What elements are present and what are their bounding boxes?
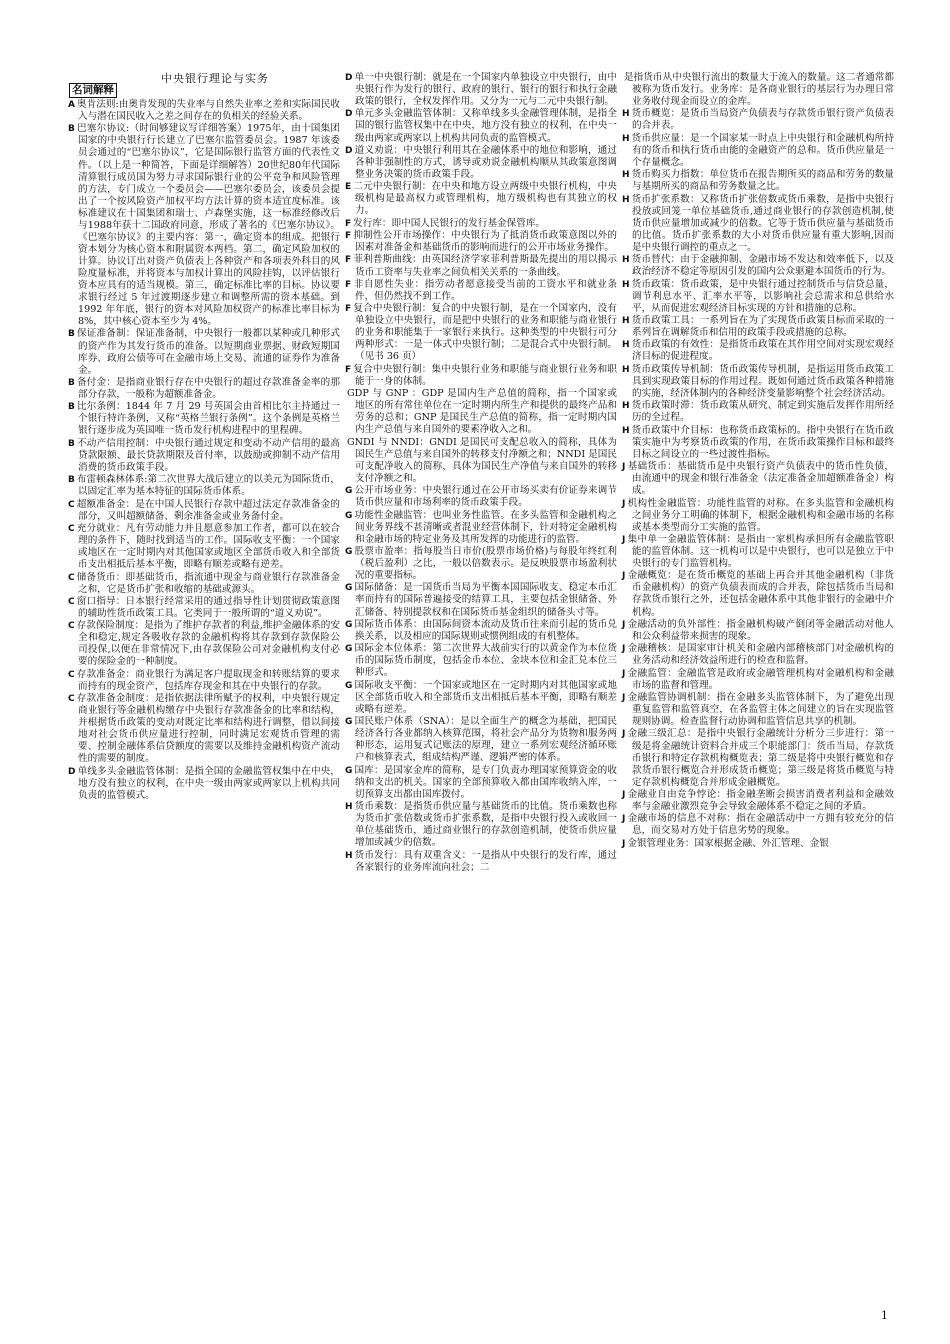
glossary-entry bbox=[68, 693, 340, 765]
entry-letter: B bbox=[68, 475, 75, 486]
glossary-entry bbox=[345, 619, 617, 643]
glossary-entry bbox=[345, 510, 617, 546]
entry-letter: J bbox=[622, 693, 626, 704]
glossary-entry bbox=[345, 485, 617, 509]
entry-letter: J bbox=[622, 790, 626, 800]
entry-letter: J bbox=[622, 571, 626, 582]
entry-letter: A bbox=[68, 100, 75, 110]
entry-letter: C bbox=[68, 669, 75, 680]
entry-text: 公开市场业务：中央银行通过在公开市场买卖有价证券来调节货币供应量和市场利率的货币政策手段。 bbox=[354, 485, 617, 509]
entry-letter: B bbox=[68, 402, 75, 413]
glossary-entry bbox=[68, 474, 340, 498]
entry-letter: G bbox=[345, 765, 353, 776]
entry-letter: H bbox=[622, 316, 630, 327]
entry-letter: H bbox=[622, 109, 630, 120]
glossary-entry bbox=[622, 692, 894, 728]
glossary-entry bbox=[68, 572, 340, 596]
entry-letter: G bbox=[345, 680, 353, 691]
entry-text: 机构性金融监管：功能性监管的对称。在多头监管和金融机构之间业务分工明确的体制下，根据金融机构和金融市场的名称或基本类型而分工实施的监管。 bbox=[627, 497, 894, 533]
glossary-entry bbox=[622, 789, 894, 813]
glossary-entry bbox=[345, 643, 617, 679]
glossary-entry bbox=[345, 582, 617, 618]
entry-letter: D bbox=[68, 766, 76, 777]
entry-text: 货币政策时滞：货币政策从研究、制定到实施后发挥作用所经历的全过程。 bbox=[631, 400, 894, 424]
glossary-entry bbox=[622, 643, 894, 667]
glossary-entry bbox=[622, 813, 894, 837]
glossary-entry bbox=[345, 230, 617, 254]
entry-text: 国际储备：是一国货币当局为平衡本国国际收支、稳定本币汇率而持有的国际普遍接受的结算工具，主要包括金银储备、外汇储备、特别提款权和在国际货币基金组织的储备头寸等。 bbox=[354, 582, 617, 618]
entry-letter: G bbox=[345, 546, 353, 557]
glossary-entry bbox=[622, 133, 894, 169]
glossary-entry bbox=[345, 279, 617, 303]
entry-text: 二元中央银行制：在中央和地方设立两级中央银行机构，中央级机构是最高权力或管理机构，地方级机构也有其独立的权力。 bbox=[353, 181, 617, 217]
entry-letter: C bbox=[68, 572, 75, 583]
entry-text: GNDI 与 NNDI：GNDI 是国民可支配总收入的简称，具体为国民生产总值与来自国外的转移支付净额之和；NNDI 是国民可支配净收入的简称，具体为国民生产净值与来自国外的转移支付净额之和。 bbox=[347, 436, 617, 484]
entry-letter: F bbox=[345, 231, 352, 242]
glossary-entry bbox=[622, 619, 894, 643]
entry-letter: H bbox=[622, 194, 630, 205]
entry-text: 货币政策的有效性：是指货币政策在其作用空间对实现宏观经济目标的促进程度。 bbox=[631, 339, 894, 363]
entry-text: 道义劝说：中央银行利用其在金融体系中的地位和影响，通过各种非强制性的方式，诱导或劝说金融机构顺从其政策意图调整业务决策的货币政策手段。 bbox=[354, 144, 617, 180]
entry-text: 储备货币：即基础货币，指流通中现金与商业银行存款准备金之和，它是货币扩张和收缩的基础或源头。 bbox=[76, 571, 340, 595]
glossary-entry bbox=[68, 401, 340, 437]
entry-letter: H bbox=[622, 133, 630, 144]
glossary-entry bbox=[345, 364, 617, 388]
entry-letter: H bbox=[622, 340, 630, 351]
glossary-entry bbox=[345, 254, 617, 278]
entry-letter: B bbox=[68, 329, 75, 340]
glossary-entry bbox=[622, 498, 894, 534]
entry-letter: H bbox=[622, 425, 630, 436]
entry-text: 货币扩张系数：又称货币扩张倍数或货币乘数，是指中央银行投放或回笼一单位基础货币,通过商业银行的存款创造机制,使货币供应量增加或减少的倍数。它等于货币供应量与基础货币的比值。货币扩张系数的大小对货币供应量有重大影响,因而是中央银行调控的重点之一。 bbox=[631, 193, 894, 253]
glossary-entry bbox=[68, 438, 340, 474]
glossary-entry bbox=[622, 570, 894, 618]
entry-text: 单线多头金融监管体制：是指全国的金融监管权集中在中央，地方没有独立的权利，在中央一级由两家或两家以上机构共同负责的监管模式。 bbox=[77, 765, 340, 801]
glossary-entry bbox=[68, 499, 340, 523]
entry-text: 国际货币体系：由国际间资本流动及货币往来而引起的货币兑换关系，以及相应的国际规则或惯例组成的有机整体。 bbox=[354, 618, 617, 642]
entry-text: 功能性金融监管：也叫业务性监管。在多头监管和金融机构之间业务界线不甚清晰或者混业经营体制下，针对特定金融机构和金融市场的特定业务及其所发挥的功能进行的监管。 bbox=[354, 509, 617, 545]
glossary-entry bbox=[622, 72, 894, 108]
entry-letter: H bbox=[345, 802, 353, 813]
entry-letter: B bbox=[68, 438, 75, 449]
entry-text: GDP 与 GNP ：GDP 是国内生产总值的简称，指一个国家或地区的所有常住单位在一定时期内所生产和提供的最终产品和劳务的总和；GNP 是国民生产总值的简称，指一定时期内国内生产总值与来自国外的要素净收入之和。 bbox=[347, 388, 617, 436]
entry-letter: J bbox=[622, 644, 626, 655]
glossary-entry bbox=[622, 339, 894, 363]
glossary-entry bbox=[345, 181, 617, 217]
entry-letter: H bbox=[622, 364, 630, 375]
glossary-entry bbox=[345, 72, 617, 108]
entry-text: 存款准备金：商业银行为满足客户提取现金和转账结算的要求而持有的现金资产，包括库存现金和其在中央银行的存款。 bbox=[76, 668, 340, 692]
entry-text: 保证准备制：保证准备制，中央银行一般都以某种或几种形式的资产作为其发行货币的准备。以短期商业票据、财政短期国库券、政府公债等可在金融市场上交易、流通的证券作为准备金。 bbox=[76, 328, 340, 376]
glossary-entry bbox=[345, 801, 617, 849]
text-column-2 bbox=[345, 72, 617, 874]
entry-letter: J bbox=[622, 838, 626, 849]
entry-text: 货币替代：由于金融抑制、金融市场不发达和效率低下，以及政治经济不稳定等原因引发的国内公众驱避本国货币的行为。 bbox=[631, 254, 894, 278]
entry-letter: F bbox=[345, 279, 352, 290]
glossary-entry bbox=[622, 461, 894, 497]
glossary-entry bbox=[622, 315, 894, 339]
entry-letter: C bbox=[68, 596, 75, 607]
glossary-entry bbox=[622, 668, 894, 692]
entry-letter: E bbox=[345, 182, 352, 193]
glossary-entry bbox=[345, 765, 617, 801]
entry-text: 充分就业：凡有劳动能力并且愿意参加工作者，都可以在较合理的条件下，随时找到适当的工作。国际收支平衡：一个国家或地区在一定时期内对其他国家或地区全部货币收入和全部货币支出相抵后基本平衡，即略有顺差或略有逆差。 bbox=[76, 523, 340, 571]
entry-text: 存款准备金制度：是指依据法律所赋予的权利，中央银行规定商业银行等金融机构缴存中央银行存款准备金的比率和结构，并根据货币政策的变动对既定比率和结构进行调整，借以间接地对社会货币供应量进行控制，同时满足宏观货币管理的需要、控制金融体系信贷额度的需要以及维持金融机构资产流动性的需要的制度。 bbox=[76, 693, 340, 765]
entry-text: 集中单一金融监管体制：是指由一家机构承担所有金融监管职能的监管体制。这一机构可以是中央银行，也可以是独立于中央银行的专门监管机构。 bbox=[627, 533, 894, 570]
glossary-entry bbox=[622, 169, 894, 193]
entry-letter: F bbox=[345, 364, 352, 375]
entry-letter: D bbox=[345, 145, 353, 156]
entry-letter: C bbox=[68, 694, 75, 705]
entry-letter: J bbox=[622, 534, 626, 545]
glossary-entry bbox=[345, 145, 617, 181]
glossary-entry bbox=[345, 716, 617, 764]
entry-text: 货币政策中介目标：也称货币政策标的。指中央银行在货币政策实施中为考察货币政策的作用，在货币政策操作目标和最终目标之间设立的一些过渡性指标。 bbox=[631, 424, 894, 460]
entry-text: 单一中央银行制：就是在一个国家内单独设立中央银行，由中央银行作为发行的银行、政府的银行、银行的银行和执行金融政策的银行，全权发挥作用。又分为一元与二元中央银行制。 bbox=[354, 72, 617, 108]
entry-text: 货币政策工具：一系列旨在为了实现货币政策目标而采取的一系列旨在调解货币和信用的政策手段或措施的总称。 bbox=[631, 315, 894, 339]
entry-letter: G bbox=[345, 583, 353, 594]
entry-letter: C bbox=[68, 499, 75, 510]
entry-text: 存款保险制度：是指为了维护存款者的利益,维护金融体系的安全和稳定,规定各吸收存款的金融机构将其存款到存款保险公司投保,以便在非常情况下,由存款保险公司对金融机构支付必要的保险金的一种制度。 bbox=[76, 620, 340, 668]
entry-letter: J bbox=[622, 619, 626, 630]
glossary-entry bbox=[622, 254, 894, 278]
glossary-entry bbox=[622, 425, 894, 461]
entry-text: 国际收支平衡：一个国家或地区在一定时期内对其他国家或地区全部货币收入和全部货币支出相抵后基本平衡，即略有顺差或略有逆差。 bbox=[354, 679, 617, 715]
entry-letter: J bbox=[622, 462, 626, 473]
glossary-entry bbox=[622, 279, 894, 315]
entry-text: 非自愿性失业：指劳动者愿意接受当前的工资水平和就业条件，但仍然找不到工作。 bbox=[353, 278, 617, 302]
entry-letter: G bbox=[345, 486, 353, 497]
entry-text: 金融监管协调机制：指在金融多头监管体制下，为了避免出现重复监管和监管真空，在各监管主体之间建立的旨在实现监管规则协调。检查监督行动协调和监管信息共享的机制。 bbox=[627, 692, 894, 728]
entry-text: 货币概览：是货币当局资产负债表与存款货币银行资产负债表的合并表。 bbox=[631, 108, 894, 132]
entry-text: 抑制性公开市场操作：中央银行为了抵消货币政策意图以外的因素对准备金和基础货币的影响而进行的公开市场业务操作。 bbox=[353, 230, 617, 254]
glossary-entry bbox=[622, 400, 894, 424]
entry-letter: J bbox=[622, 814, 626, 825]
document-title: 中央银行理论与实务 bbox=[161, 72, 269, 85]
entry-letter: D bbox=[345, 73, 353, 83]
glossary-entry bbox=[68, 99, 340, 123]
text-column-3 bbox=[622, 72, 894, 850]
entry-text: 货币政策传导机制：货币政策传导机制，是指运用货币政策工具到实现政策目标的作用过程。既如何通过货币政策各种措施的实施，经济体制内的各种经济变量影响整个社会经济活动。 bbox=[631, 363, 894, 399]
entry-text: 超额准备金：是在中国人民银行存款中超过法定存款准备金的部分，又叫超额储备、剩余准备金或业务备付金。 bbox=[76, 498, 340, 522]
entry-text: 金融市场的信息不对称：指在金融活动中一方拥有较充分的信息，而交易对方处于信息劣势的现象。 bbox=[627, 813, 894, 837]
entry-text: 复合中央银行制：集中央银行业务和职能与商业银行业务和职能于一身的体制。 bbox=[353, 363, 617, 387]
entry-letter: H bbox=[345, 850, 353, 861]
glossary-entry bbox=[345, 388, 617, 436]
entry-text: 金银管理业务：国家根据金融、外汇管理、金银 bbox=[627, 837, 829, 849]
entry-text: 单元多头金融监管体制：又称单线多头金融管理体制，是指全国的银行监管权集中在中央，地方没有独立的权利，在中央一级由两家或两家以上机构共同负责的监管模式。 bbox=[354, 108, 617, 144]
entry-text: 国际金本位体系：第二次世界大战前实行的以黄金作为本位货币的国际货币制度，包括金币本位、金块本位和金汇兑本位三种形式。 bbox=[354, 643, 617, 679]
entry-letter: B bbox=[68, 377, 75, 388]
entry-text: 金融业自由竞争悖论：指金融垄断会损害消费者利益和金融效率与金融业激烈竞争会导致金融体系不稳定之间的矛盾。 bbox=[627, 789, 894, 813]
glossary-entry bbox=[68, 766, 340, 802]
entry-letter: G bbox=[345, 644, 353, 655]
entry-text: 金融监管：金融监管是政府或金融管理机构对金融机构和金融市场的监督和管理。 bbox=[627, 667, 894, 691]
glossary-entry bbox=[68, 123, 340, 328]
entry-letter: F bbox=[345, 255, 352, 266]
entry-letter: C bbox=[68, 524, 75, 535]
glossary-entry bbox=[68, 669, 340, 693]
glossary-entry bbox=[345, 437, 617, 485]
glossary-entry bbox=[345, 303, 617, 363]
entry-text: 货币乘数：是指货币供应量与基础货币的比值。货币乘数也称为货币扩张倍数或货币扩张系数，是指中央银行投入或收回一单位基础货币，通过商业银行的存款创造机制，使货币供应量增加或减少的倍数。 bbox=[354, 801, 617, 849]
glossary-entry bbox=[68, 328, 340, 376]
entry-letter: F bbox=[345, 304, 352, 315]
entry-text: 是指货币从中央银行流出的数量大于流入的数量。这二者通常都被称为货币发行。业务库：是各商业银行的基层行为办理日常业务收付现金而设立的金库。 bbox=[624, 72, 894, 108]
entry-letter: C bbox=[68, 621, 75, 632]
entry-text: 货币政策：货币政策，是中央银行通过控制货币与信贷总量，调节利息水平、汇率水平等，以影响社会总需求和总供给水平，从而促进宏观经济目标实现的方针和措施的总称。 bbox=[631, 278, 894, 314]
glossary-entry bbox=[345, 108, 617, 144]
entry-letter: G bbox=[345, 619, 353, 630]
entry-letter: H bbox=[622, 401, 630, 412]
entry-text: 布雷顿森林体系:第二次世界大战后建立的以美元为国际货币，以固定汇率为基本特征的国际货币体系。 bbox=[76, 474, 340, 498]
entry-letter: J bbox=[622, 668, 626, 679]
glossary-entry bbox=[622, 838, 894, 850]
entry-letter: B bbox=[68, 124, 75, 135]
entry-text: 国库：是国家金库的简称，是专门负责办理国家预算资金的收纳和支出的机关。国家的全部预算收入都由国库收纳入库，一切预算支出都由国库拨付。 bbox=[354, 764, 617, 800]
entry-text: 金融稽核：是国家审计机关和金融内部稽核部门对金融机构的业务活动和经济效益所进行的检查和监督。 bbox=[627, 643, 894, 667]
entry-text: 货币发行：具有双重含义：一是指从中央银行的发行库，通过各家银行的业务库流向社会；二 bbox=[354, 849, 617, 873]
entry-text: 金融三级汇总：是指中央银行金融统计分析分三步进行：第一级是将金融统计资料合并成三个职能部门：货币当局、存款货币银行和特定存款机构概览表；第二级是将中央银行概览和存款货币银行概览合并形成货币概览；第三级是将货币概览与特定存款机构概览合并形成金融概览。 bbox=[627, 728, 894, 788]
glossary-entry bbox=[622, 534, 894, 570]
entry-text: 金融活动的负外部性：指金融机构破产倒闭等金融活动对他人和公众利益带来损害的现象。 bbox=[627, 618, 894, 642]
entry-letter: D bbox=[345, 109, 353, 120]
entry-text: 货币购买力指数：单位货币在报告期所买的商品和劳务的数量与基期所买的商品和劳务数量之比。 bbox=[631, 169, 894, 193]
entry-text: 菲利普斯曲线：由英国经济学家菲利普斯最先提出的用以揭示货币工资率与失业率之间负相关关系的一条曲线。 bbox=[353, 254, 617, 278]
entry-letter: G bbox=[345, 717, 353, 728]
entry-letter: F bbox=[345, 218, 352, 229]
entry-text: 窗口指导：日本银行经常采用的通过指导性计划贯彻政策意图的辅助性货币政策工具。它类同于一般所谓的“道义劝说”。 bbox=[76, 595, 340, 619]
glossary-entry bbox=[622, 108, 894, 132]
entry-text: 金融概览：是在货币概览的基础上再合并其他金融机构（非货币金融机构）的资产负债表而成的合并表，除包括货币当局和存款货币银行之外，还包括金融体系中其他非银行的金融中介机构。 bbox=[627, 570, 894, 618]
entry-text: 股票市盈率：指每股当日市价(股票市场价格)与每股年终红利（税后盈利）之比，一般以倍数表示。是反映股票市场盈利状况的重要指标。 bbox=[354, 545, 617, 582]
entry-letter: H bbox=[622, 255, 630, 266]
text-column-1 bbox=[68, 99, 340, 802]
entry-text: 发行库：即中国人民银行的发行基金保管库。 bbox=[353, 217, 546, 229]
entry-text: 不动产信用控制：中央银行通过规定和变动不动产信用的最高贷款限额、最长贷款期限及首付率，以鼓励或抑制不动产信用消费的货币政策手段。 bbox=[76, 437, 340, 473]
glossary-entry bbox=[345, 546, 617, 582]
entry-text: 比尔条例：1844 年 7 月 29 号英国会由首相比尔主持通过一个银行特许条例，又称“英格兰银行条例”。这个条例是英格兰银行逐步成为英国唯一货币发行机构进程中的里程碑。 bbox=[76, 401, 340, 437]
entry-text: 复合中央银行制：复合的中央银行制，是在一个国家内，没有单独设立中央银行，而是把中央银行的业务和职能与商业银行的业务和职能集于一家银行来执行。这种类型的中央银行可分两种形式：一是一体式中央银行制；二是混合式中央银行制。（见书 36 页） bbox=[353, 303, 617, 363]
entry-text: 备付金：是指商业银行存在中央银行的超过存款准备金率的那部分存款，一般称为超额准备金。 bbox=[76, 376, 340, 401]
entry-letter: H bbox=[622, 279, 630, 290]
entry-text: 货币供应量：是一个国家某一时点上中央银行和金融机构所持有的货币和执行货币由能的金融资产的总和。货币供应量是一个存量概念。 bbox=[631, 132, 894, 168]
entry-text: 奥肯法则:由奥肯发现的失业率与自然失业率之差和实际国民收入与潜在国民收入之差之间存在的负相关的经验关系。 bbox=[76, 99, 340, 123]
entry-letter: J bbox=[622, 498, 626, 509]
entry-text: 国民账户体系（SNA）：是以全面生产的概念为基础，把国民经济各行各业都纳入核算范围，将社会产品分为货物和服务两种形态，运用复式记账法的原理，建立一系列宏观经济循环账户和核算表式，组成结构严谨、逻辑严密的体系。 bbox=[354, 716, 617, 764]
glossary-entry bbox=[622, 194, 894, 254]
entry-letter: J bbox=[622, 729, 626, 740]
glossary-entry bbox=[345, 680, 617, 716]
glossary-entry bbox=[68, 523, 340, 571]
glossary-entry bbox=[68, 596, 340, 620]
section-label: 名词解释 bbox=[69, 83, 117, 98]
glossary-entry bbox=[622, 728, 894, 788]
page-number: 1 bbox=[881, 1309, 888, 1322]
glossary-entry bbox=[345, 218, 617, 230]
glossary-entry bbox=[345, 850, 617, 874]
entry-letter: G bbox=[345, 510, 353, 521]
glossary-entry bbox=[622, 364, 894, 400]
entry-text: 巴塞尔协议:（时间够建议写详细答案）1975年，由十国集团国家的中央银行行长建立了巴塞尔监管委员会。1987 年该委员会通过的“巴塞尔协议”，它是国际银行监管方面的代表性文件。（以上是一种简答，下面是详细解答）20世纪80年代国际清算银行成员国为努力寻求国际银行业的公平竞争和风险管理的方法，专门成立一个委员会——巴塞尔委员会，该委员会提出了一个按风险资产加权平均方法计算的资本适宜度标准。该标准建议在十国集团和瑞士、卢森堡实施，这一标准经修改后与1988年获十二国政府同意，形成了著名的《巴塞尔协议》。《巴塞尔协议》的主要内容：第一，确定资本的组成。把银行资本划分为核心资本和附属资本两档。第二，确定风险加权的计算。协议订出对资产负债表上各种资产和各项表外科目的风险度量标准，并将资本与加权计算出的风险挂钩，以评估银行资本应具有的适当规模。第三，确定标准比率的目标。协议要求银行经过 5 年过渡期逐步建立和调整所需的资本基础。到 1992 年年底，银行的资本对风险加权资产的标准比率目标为 8%，其中核心资本至少为 4%。 bbox=[76, 123, 340, 328]
glossary-entry bbox=[68, 377, 340, 401]
glossary-entry bbox=[68, 620, 340, 668]
entry-letter: H bbox=[622, 170, 630, 181]
entry-text: 基础货币：基础货币是中央银行资产负债表中的货币性负债，由流通中的现金和银行准备金（法定准备金加超额准备金）构成。 bbox=[627, 461, 894, 497]
